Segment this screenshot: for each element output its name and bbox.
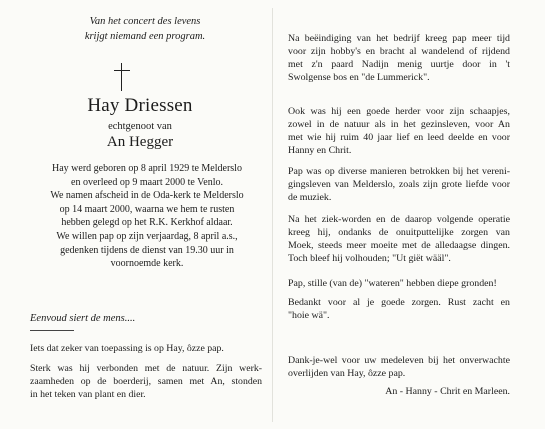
bio-line: en overleed op 9 maart 2000 te Venlo. <box>71 176 223 188</box>
text-line: voor zijn hobby's en bracht al wandelend of rijdend <box>288 46 510 57</box>
text-line: met z'n paard Nadijn menig uurtje door in 't <box>288 59 510 70</box>
text-line: Swolgense bos en "de Lummerick". <box>288 72 430 83</box>
tribute-text <box>30 342 262 408</box>
paragraph-thanks-care <box>288 296 510 322</box>
text-line: "hoie wä". <box>288 310 330 321</box>
text-line: kreeg hij, ondanks de onuitputtelijke zorgen van <box>288 227 510 238</box>
bio-line: We willen pap op zijn verjaardag, 8 april a.s., <box>56 230 238 242</box>
right-panel <box>288 0 538 429</box>
text-line: Na het ziek-worden en de daarop volgende operatie <box>288 214 510 225</box>
family-signoff: An - Hanny - Chrit en Marleen. <box>385 386 510 397</box>
text-line: overlijden van Hay, ôzze pap. <box>288 368 406 379</box>
motto-line: Van het concert des levens <box>89 16 201 27</box>
text-line: in het teken van plant en dier. <box>30 389 146 400</box>
paragraph-gratitude <box>288 354 510 380</box>
text-line: met wie hij ruim 40 jaar lief en leed deelde en voor <box>288 132 510 143</box>
fold-line <box>272 8 273 422</box>
left-panel <box>0 0 272 429</box>
text-line: zowel in de natuur als in het gezinsleven, voor An <box>288 119 510 130</box>
text-line: Toch bleef hij volhouden; "Ut giët wääl". <box>288 253 451 264</box>
biography <box>42 162 252 271</box>
bio-line: We namen afscheid in de Oda-kerk te Melderslo <box>50 190 244 202</box>
bio-line: hebben gelegd op het R.K. Kerkhof aldaar. <box>61 217 233 229</box>
bio-line: op 14 maart 2000, waarna we hem te rusten <box>59 203 235 215</box>
text-line: Dank-je-wel voor uw medeleven bij het onverwachte <box>288 355 510 366</box>
text-line: de muziek. <box>288 192 332 203</box>
bio-line: voornoemde kerk. <box>110 258 184 270</box>
text-line: Pap was op diverse manieren betrokken bij het vereni- <box>288 166 510 177</box>
text-line: Ook was hij een goede herder voor zijn schaapjes, <box>288 106 510 117</box>
paragraph-shepherd <box>288 105 510 157</box>
paragraph-illness <box>288 213 510 265</box>
spouse-label: echtgenoot van <box>108 121 172 132</box>
deceased-name: Hay Driessen <box>87 95 193 116</box>
tribute-paragraph <box>30 342 262 355</box>
text-line: Moek, steeds meer moeite met de alledaagse dingen. <box>288 240 510 251</box>
tribute-paragraph <box>30 362 262 401</box>
text-line: Sterk was hij verbonden met de natuur. Zijn werk- <box>30 363 262 374</box>
eenvoud-heading: Eenvoud siert de mens.... <box>30 313 136 324</box>
motto <box>70 14 220 44</box>
paragraph-still-waters <box>288 277 510 290</box>
bio-line: Hay werd geboren op 8 april 1929 te Melderslo <box>52 163 242 174</box>
bio-line: gedenken tijdens de dienst van 19.30 uur in <box>60 244 234 256</box>
cross-icon <box>114 63 130 91</box>
text-line: Iets dat zeker van toepassing is op Hay, ôzze pap. <box>30 343 224 354</box>
text-line: gingsleven van Melderslo, zoals zijn grote liefde voor <box>288 179 510 190</box>
divider <box>30 330 74 331</box>
text-line: zaamheden op de boerderij, samen met An, stonden <box>30 376 262 387</box>
text-line: Hanny en Chrit. <box>288 145 352 156</box>
text-line: Bedankt voor al je goede zorgen. Rust zacht en <box>288 297 510 308</box>
paragraph-associations <box>288 165 510 204</box>
spouse-name: An Hegger <box>106 134 174 150</box>
text-line: Na beëindiging van het bedrijf kreeg pap meer tijd <box>288 33 510 44</box>
paragraph-retirement <box>288 32 510 84</box>
motto-line: krijgt niemand een program. <box>84 31 206 42</box>
text-line: Pap, stille (van de) "wateren" hebben diepe gronden! <box>288 278 497 289</box>
